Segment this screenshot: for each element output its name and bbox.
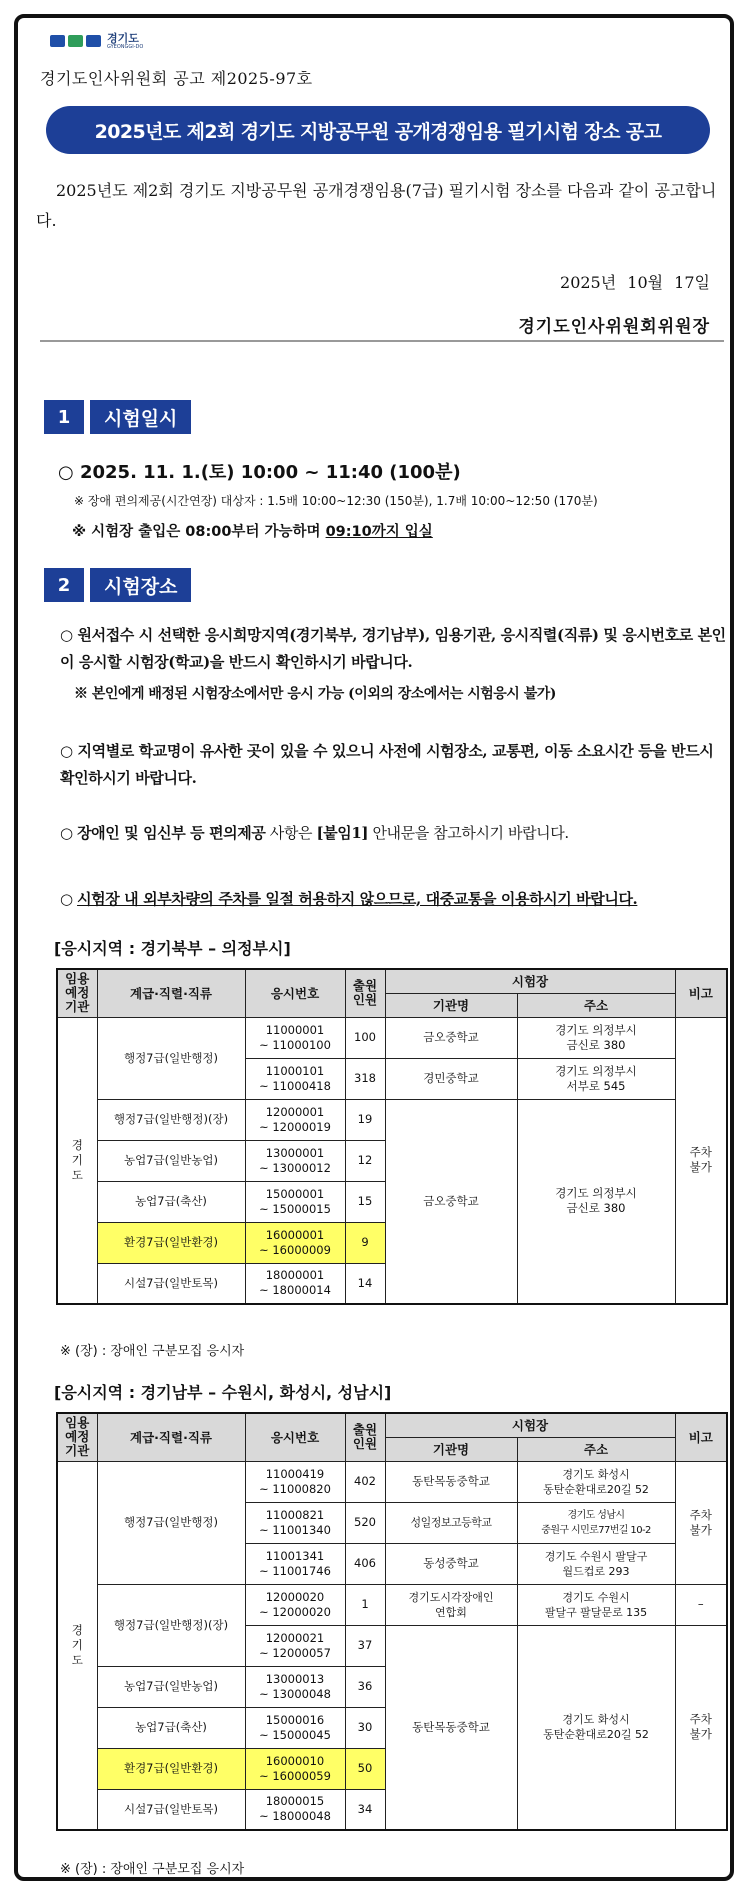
address-cell: 경기도 수원시 팔달구 월드컵로 293 — [517, 1543, 675, 1584]
entry-time-note — [72, 520, 433, 541]
th-count: 출원 인원 — [345, 1413, 385, 1461]
section-2-header — [44, 568, 191, 602]
logo-mark-icon — [50, 35, 101, 47]
logo-sub: GYEONGGI-DO — [107, 43, 144, 50]
instruction-1: ○ 원서접수 시 선택한 응시희망지역(경기북부, 경기남부), 임용기관, 응시직렬(직류) 및 응시번호로 본인이 응시할 시험장(학교)을 반드시 확인하시기 바랍니다. — [60, 626, 726, 671]
remark-cell: – — [675, 1584, 727, 1625]
instruction-3 — [60, 820, 728, 847]
grade-cell: 농업7급(일반농업) — [97, 1666, 245, 1707]
th-number: 응시번호 — [245, 1413, 345, 1461]
th-remark: 비고 — [675, 1413, 727, 1461]
remark-cell: 주차 불가 — [675, 1625, 727, 1830]
count-cell: 1 — [345, 1584, 385, 1625]
th-remark: 비고 — [675, 969, 727, 1017]
address-cell: 경기도 의정부시 금신로 380 — [517, 1017, 675, 1058]
logo-name: 경기도 — [107, 31, 139, 45]
count-cell: 14 — [345, 1263, 385, 1304]
instruction-4-bullet: ○ — [60, 890, 78, 908]
school-cell: 동탄목동중학교 — [385, 1625, 517, 1830]
th-grade: 계급·직렬·직류 — [97, 969, 245, 1017]
grade-cell: 농업7급(축산) — [97, 1707, 245, 1748]
range-cell: 13000001 ~ 13000012 — [245, 1140, 345, 1181]
school-cell: 성일정보고등학교 — [385, 1502, 517, 1543]
count-cell: 100 — [345, 1017, 385, 1058]
address-cell: 경기도 화성시 동탄순환대로20길 52 — [517, 1461, 675, 1502]
instruction-3-bold: 장애인 및 임신부 등 편의제공 — [77, 824, 266, 842]
south-exam-table — [56, 1412, 728, 1831]
extended-time-note: ※ 장애 편의제공(시간연장) 대상자 : 1.5배 10:00~12:30 (150분), 1.7배 10:00~12:50 (170분) — [74, 494, 598, 508]
instruction-1-note: ※ 본인에게 배정된 시험장소에서만 응시 가능 (이외의 장소에서는 시험응시 불가) — [74, 686, 556, 702]
range-cell: 12000001 ~ 12000019 — [245, 1099, 345, 1140]
range-cell: 15000001 ~ 15000015 — [245, 1181, 345, 1222]
grade-cell: 환경7급(일반환경) — [97, 1222, 245, 1263]
range-cell: 11000419 ~ 11000820 — [245, 1461, 345, 1502]
address-cell: 경기도 화성시 동탄순환대로20길 52 — [517, 1625, 675, 1830]
section-1-header — [44, 400, 191, 434]
agency-cell: 경 기 도 — [57, 1461, 97, 1830]
address-cell: 경기도 수원시 팔달구 팔달문로 135 — [517, 1584, 675, 1625]
range-cell: 18000001 ~ 18000014 — [245, 1263, 345, 1304]
th-agency: 임용 예정 기관 — [57, 1413, 97, 1461]
school-cell: 동성중학교 — [385, 1543, 517, 1584]
grade-cell: 농업7급(축산) — [97, 1181, 245, 1222]
notice-date: 2025년 10월 17일 — [560, 273, 710, 292]
range-cell: 16000001 ~ 16000009 — [245, 1222, 345, 1263]
grade-cell: 행정7급(일반행정) — [97, 1017, 245, 1099]
range-cell: 11000821 ~ 11001340 — [245, 1502, 345, 1543]
gyeonggi-logo — [50, 28, 143, 54]
grade-cell: 시설7급(일반토목) — [97, 1263, 245, 1304]
th-site: 시험장 — [385, 1413, 675, 1437]
address-cell: 경기도 의정부시 금신로 380 — [517, 1099, 675, 1304]
range-cell: 16000010 ~ 16000059 — [245, 1748, 345, 1789]
count-cell: 50 — [345, 1748, 385, 1789]
range-cell: 12000021 ~ 12000057 — [245, 1625, 345, 1666]
school-cell: 금오중학교 — [385, 1017, 517, 1058]
section-2-number: 2 — [44, 568, 84, 602]
section-2-label: 시험장소 — [90, 568, 191, 602]
range-cell: 13000013 ~ 13000048 — [245, 1666, 345, 1707]
intro-text: 2025년도 제2회 경기도 지방공무원 공개경쟁임용(7급) 필기시험 장소를 다음과 같이 공고합니다. — [36, 181, 717, 230]
range-cell: 11001341 ~ 11001746 — [245, 1543, 345, 1584]
count-cell: 12 — [345, 1140, 385, 1181]
grade-cell: 시설7급(일반토목) — [97, 1789, 245, 1830]
th-count: 출원 인원 — [345, 969, 385, 1017]
north-footnote: ※ (장) : 장애인 구분모집 응시자 — [60, 1344, 245, 1359]
instruction-3-tail: 안내문을 참고하시기 바랍니다. — [368, 824, 569, 842]
agency-cell: 경 기 도 — [57, 1017, 97, 1304]
grade-cell: 농업7급(일반농업) — [97, 1140, 245, 1181]
table-row — [57, 1584, 727, 1625]
range-cell: 18000015 ~ 18000048 — [245, 1789, 345, 1830]
grade-cell: 행정7급(일반행정)(장) — [97, 1099, 245, 1140]
count-cell: 30 — [345, 1707, 385, 1748]
exam-datetime: ○ 2025. 11. 1.(토) 10:00 ~ 11:40 (100분) — [58, 462, 461, 483]
instruction-3-mid: 사항은 — [265, 824, 317, 842]
divider — [40, 340, 724, 342]
range-cell: 11000101 ~ 11000418 — [245, 1058, 345, 1099]
th-number: 응시번호 — [245, 969, 345, 1017]
section-1-number: 1 — [44, 400, 84, 434]
school-cell: 경기도시각장애인 연합회 — [385, 1584, 517, 1625]
remark-cell: 주차 불가 — [675, 1461, 727, 1584]
issuer: 경기도인사위원회위원장 — [518, 317, 710, 337]
grade-cell: 행정7급(일반행정) — [97, 1461, 245, 1584]
parking-notice: 시험장 내 외부차량의 주차를 일절 허용하지 않으므로, 대중교통을 이용하시기 바랍니다. — [77, 890, 638, 908]
table-row — [57, 1099, 727, 1140]
instruction-4 — [60, 886, 728, 913]
school-cell: 경민중학교 — [385, 1058, 517, 1099]
count-cell: 402 — [345, 1461, 385, 1502]
count-cell: 37 — [345, 1625, 385, 1666]
address-cell: 경기도 성남시 중원구 시민로77번길 10-2 — [517, 1502, 675, 1543]
document-title: 2025년도 제2회 경기도 지방공무원 공개경쟁임용 필기시험 장소 공고 — [46, 106, 710, 154]
count-cell: 19 — [345, 1099, 385, 1140]
count-cell: 406 — [345, 1543, 385, 1584]
count-cell: 318 — [345, 1058, 385, 1099]
grade-cell: 환경7급(일반환경) — [97, 1748, 245, 1789]
entry-deadline: 09:10까지 입실 — [325, 524, 433, 540]
table-row — [57, 1461, 727, 1502]
table-row — [57, 1017, 727, 1058]
th-site: 시험장 — [385, 969, 675, 993]
document-frame — [14, 14, 734, 1881]
entry-time-prefix: ※ 시험장 출입은 08:00부터 가능하며 — [72, 524, 326, 540]
remark-cell: 주차 불가 — [675, 1017, 727, 1304]
count-cell: 15 — [345, 1181, 385, 1222]
north-exam-table — [56, 968, 728, 1305]
count-cell: 34 — [345, 1789, 385, 1830]
notice-number: 경기도인사위원회 공고 제2025-97호 — [40, 69, 313, 88]
range-cell: 12000020 ~ 12000020 — [245, 1584, 345, 1625]
south-footnote: ※ (장) : 장애인 구분모집 응시자 — [60, 1862, 245, 1877]
range-cell: 15000016 ~ 15000045 — [245, 1707, 345, 1748]
count-cell: 520 — [345, 1502, 385, 1543]
th-agency: 임용 예정 기관 — [57, 969, 97, 1017]
instruction-2: ○ 지역별로 학교명이 유사한 곳이 있을 수 있으니 사전에 시험장소, 교통편, 이동 소요시간 등을 반드시 확인하시기 바랍니다. — [60, 742, 714, 787]
grade-cell: 행정7급(일반행정)(장) — [97, 1584, 245, 1666]
section-1-label: 시험일시 — [90, 400, 191, 434]
attachment-ref: [붙임1] — [316, 824, 369, 842]
count-cell: 9 — [345, 1222, 385, 1263]
address-cell: 경기도 의정부시 서부로 545 — [517, 1058, 675, 1099]
range-cell: 11000001 ~ 11000100 — [245, 1017, 345, 1058]
instruction-3-bullet: ○ — [60, 824, 78, 842]
school-cell: 동탄목동중학교 — [385, 1461, 517, 1502]
th-school: 기관명 — [385, 993, 517, 1017]
region-south-label: [응시지역 : 경기남부 – 수원시, 화성시, 성남시] — [54, 1383, 392, 1402]
th-school: 기관명 — [385, 1437, 517, 1461]
school-cell: 금오중학교 — [385, 1099, 517, 1304]
th-address: 주소 — [517, 1437, 675, 1461]
count-cell: 36 — [345, 1666, 385, 1707]
th-grade: 계급·직렬·직류 — [97, 1413, 245, 1461]
th-address: 주소 — [517, 993, 675, 1017]
region-north-label: [응시지역 : 경기북부 – 의정부시] — [54, 939, 291, 958]
